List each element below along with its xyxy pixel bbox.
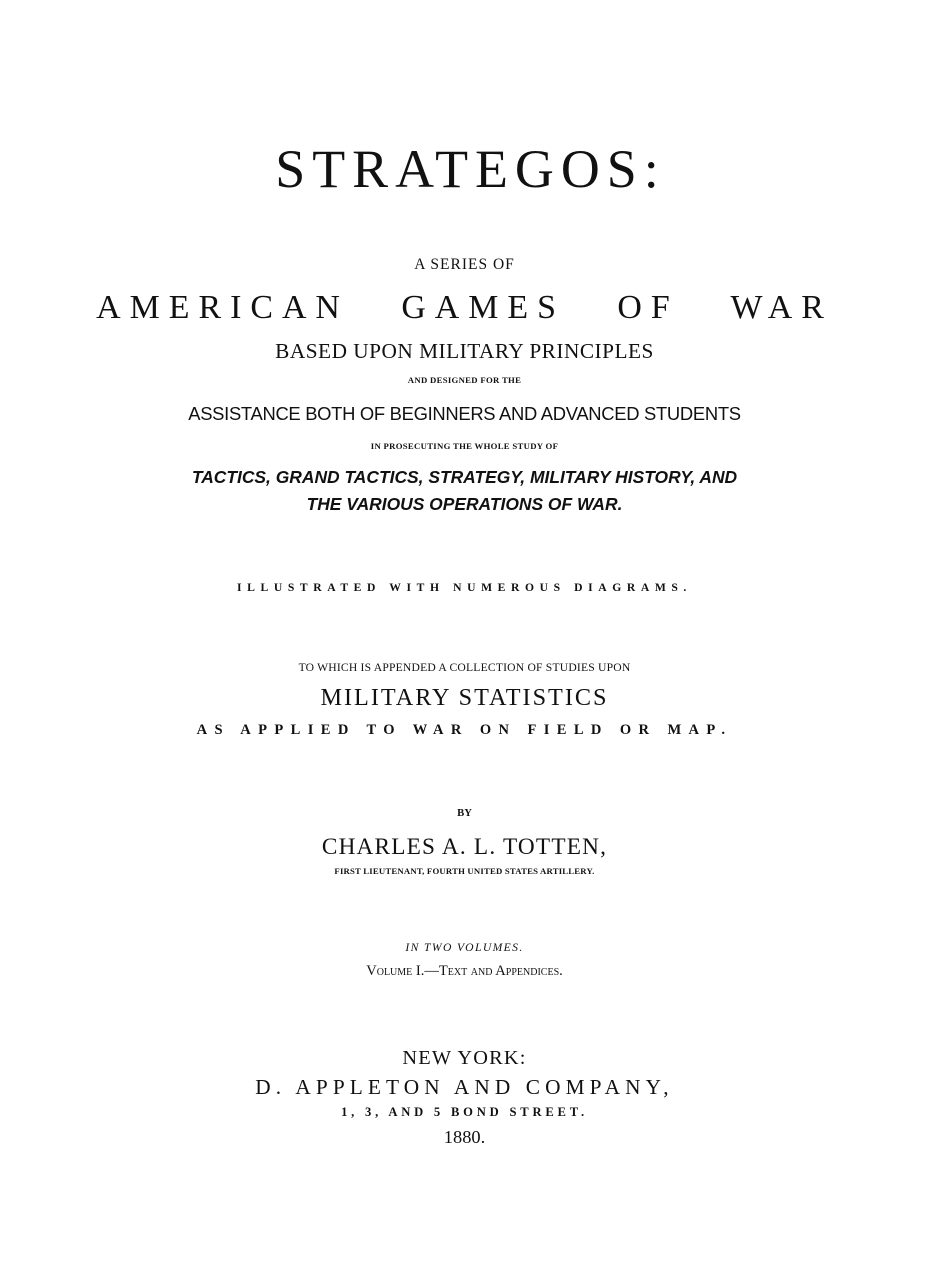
author-name: CHARLES A. L. TOTTEN, <box>321 834 608 860</box>
appended: TO WHICH IS APPENDED A COLLECTION OF STUDIES UPON <box>298 661 631 674</box>
by-label: BY <box>457 808 472 819</box>
author-rank: FIRST LIEUTENANT, FOURTH UNITED STATES ARTILLERY. <box>334 866 595 876</box>
publisher-address: 1, 3, AND 5 BOND STREET. <box>341 1105 588 1119</box>
volume: Volume I.—Text and Appendices. <box>366 963 563 979</box>
subjects-line-2: THE VARIOUS OPERATIONS OF WAR. <box>306 494 623 514</box>
based-upon: BASED UPON MILITARY PRINCIPLES <box>275 339 654 363</box>
illustrated: ILLUSTRATED WITH NUMEROUS DIAGRAMS. <box>237 581 692 594</box>
assistance: ASSISTANCE BOTH OF BEGINNERS AND ADVANCED STUDENTS <box>188 403 741 424</box>
volumes: IN TWO VOLUMES. <box>405 941 524 954</box>
applied: AS APPLIED TO WAR ON FIELD OR MAP. <box>196 722 733 738</box>
publication-year: 1880. <box>443 1127 486 1147</box>
publisher-city: NEW YORK: <box>402 1047 527 1069</box>
prosecuting: IN PROSECUTING THE WHOLE STUDY OF <box>370 441 559 451</box>
military-statistics: MILITARY STATISTICS <box>320 684 609 711</box>
series-of: A SERIES OF <box>414 256 515 273</box>
publisher-name: D. APPLETON AND COMPANY, <box>255 1075 674 1099</box>
subjects-line-1: TACTICS, GRAND TACTICS, STRATEGY, MILITARY HISTORY, AND <box>191 467 738 487</box>
main-subject: AMERICAN GAMES OF WAR <box>96 289 833 326</box>
book-title: STRATEGOS: <box>275 139 666 199</box>
designed-for: AND DESIGNED FOR THE <box>407 375 522 385</box>
